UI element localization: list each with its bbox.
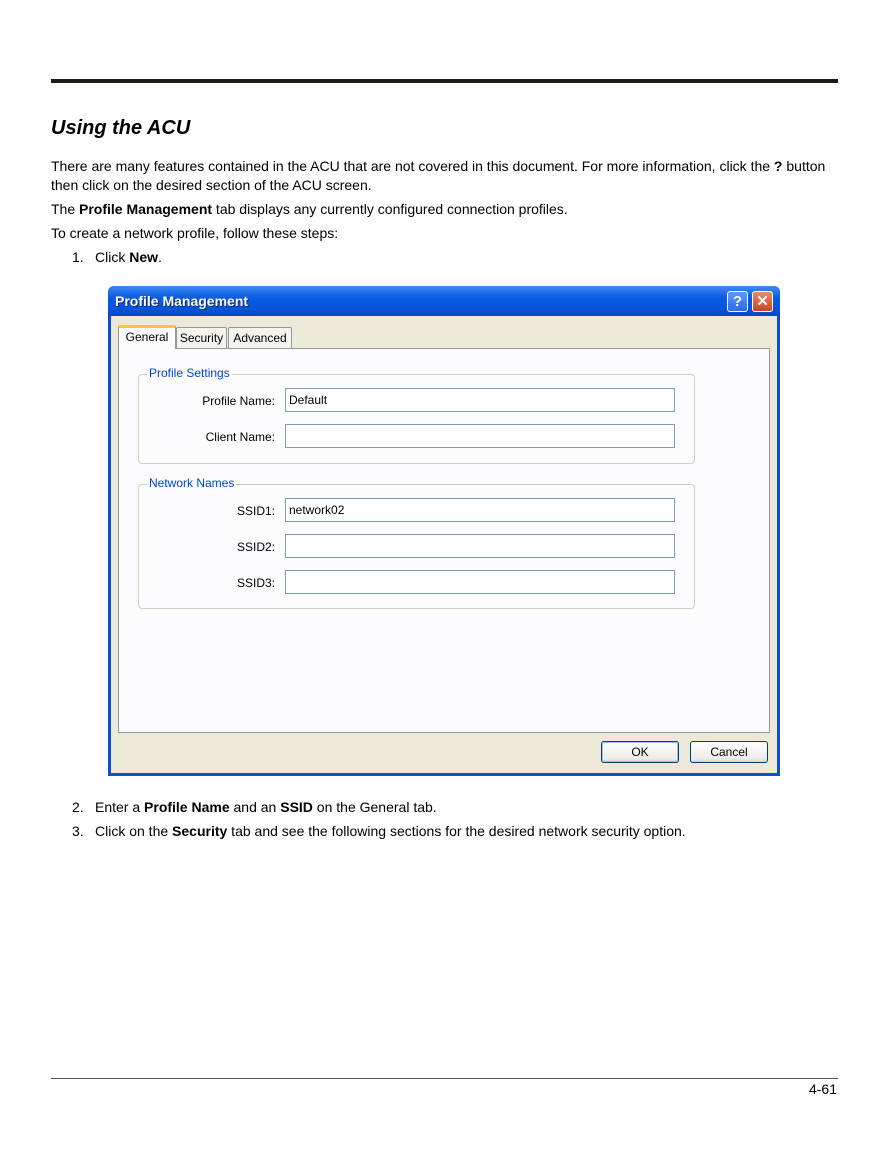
top-rule — [51, 79, 838, 83]
close-button[interactable]: ✕ — [752, 291, 773, 312]
profile-management-paragraph — [51, 200, 841, 219]
security-bold: Security — [172, 823, 228, 839]
dialog-title: Profile Management — [115, 293, 249, 309]
text: There are many features contained in the ACU that are not covered in this document. For more information, click the — [51, 158, 774, 174]
text: button then click on the desired section of the ACU screen. — [51, 158, 826, 193]
ssid1-field[interactable] — [285, 498, 675, 522]
bottom-rule — [51, 1078, 838, 1079]
help-button[interactable]: ? — [727, 291, 748, 312]
text: Enter a — [95, 799, 145, 815]
tab-general[interactable]: General — [118, 325, 176, 349]
profile-name-label: Profile Name: — [202, 394, 275, 408]
text: . — [158, 249, 162, 265]
dialog-client-area — [111, 316, 777, 773]
tab-advanced[interactable]: Advanced — [228, 327, 292, 348]
text: and an — [229, 799, 281, 815]
help-bold: ? — [773, 158, 783, 174]
profile-settings-legend: Profile Settings — [149, 366, 230, 380]
text: on the General tab. — [312, 799, 437, 815]
text: tab and see the following sections for the desired network security option. — [227, 823, 686, 839]
cancel-button[interactable]: Cancel — [690, 741, 768, 763]
profile-management-bold: Profile Management — [79, 201, 213, 217]
network-names-group — [138, 476, 695, 609]
steps-intro: To create a network profile, follow these steps: — [51, 225, 339, 241]
profile-settings-group — [138, 366, 695, 464]
page-number: 4-61 — [808, 1081, 837, 1097]
step-2 — [51, 798, 437, 817]
step-number: 2. — [72, 799, 84, 815]
text: Click on the — [95, 823, 173, 839]
ok-button[interactable]: OK — [601, 741, 679, 763]
client-name-field[interactable] — [285, 424, 675, 448]
client-name-label: Client Name: — [205, 430, 275, 444]
ssid2-field[interactable] — [285, 534, 675, 558]
ssid1-label: SSID1: — [236, 504, 275, 518]
dialog-titlebar — [108, 286, 780, 316]
tab-security[interactable]: Security — [176, 327, 227, 348]
step-1 — [51, 248, 162, 267]
profile-name-field[interactable] — [285, 388, 675, 412]
text: Click — [95, 249, 130, 265]
intro-paragraph — [51, 157, 841, 195]
profile-management-dialog — [108, 286, 780, 776]
step-number: 1. — [72, 249, 84, 265]
general-tab-panel — [118, 348, 770, 733]
ssid-bold: SSID — [280, 799, 313, 815]
ssid2-label: SSID2: — [236, 540, 275, 554]
ssid3-label: SSID3: — [236, 576, 275, 590]
new-bold: New — [129, 249, 159, 265]
step-number: 3. — [72, 823, 84, 839]
ssid3-field[interactable] — [285, 570, 675, 594]
step-3 — [51, 822, 686, 841]
text: tab displays any currently configured connection profiles. — [212, 201, 568, 217]
profile-name-bold: Profile Name — [144, 799, 230, 815]
text: The — [51, 201, 80, 217]
page-heading: Using the ACU — [51, 117, 191, 139]
network-names-legend: Network Names — [149, 476, 235, 490]
